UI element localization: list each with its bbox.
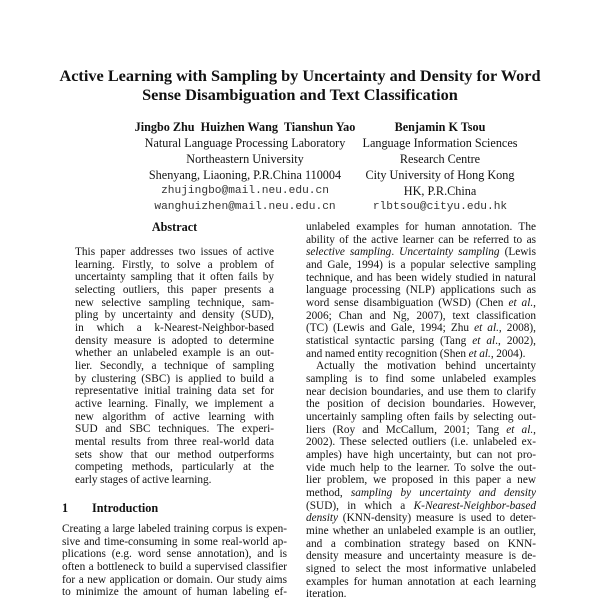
text-line (306, 246, 536, 259)
text-line (306, 474, 536, 487)
text-segment: density measure and uncertainty measure is de- (306, 550, 536, 563)
text-segment: examples for human annotation at each learning (306, 575, 536, 588)
text-segment: technique, and has been widely studied in natural (306, 271, 536, 284)
section-title: Introduction (92, 501, 159, 515)
text-line (306, 386, 536, 399)
text-line (306, 335, 536, 348)
text-line (306, 576, 536, 589)
text-segment: lier. Secondly, a technique of sampling (75, 360, 274, 373)
author-block-2 (340, 119, 540, 215)
text-segment: Actually the motivation behind uncertainty (316, 360, 536, 373)
text-segment: whether an unlabeled example is an out- (75, 347, 274, 360)
text-line (306, 487, 536, 500)
abstract-heading: Abstract (151, 220, 198, 234)
text-line (306, 411, 536, 424)
text-segment: lier problem, we proposed in this paper a new (306, 474, 536, 487)
text-segment: sampling is to find some unlabeled examples (306, 373, 536, 386)
title-line: Sense Disambiguation and Text Classification (142, 85, 458, 104)
text-segment: , (533, 423, 536, 436)
text-segment: sive and time-consuming in some real-world ap- (62, 535, 287, 548)
abstract-body (75, 246, 274, 487)
text-segment: mental results from three real-world data (75, 436, 274, 449)
text-segment: near decision boundaries, and use them to clarify (306, 385, 536, 398)
text-line (75, 297, 274, 310)
affiliation-line: Shenyang, Liaoning, P.R.China 110004 (148, 168, 342, 182)
text-segment: early stages of active learning. (75, 474, 212, 487)
author-email: wanghuizhen@mail.neu.edu.cn (154, 201, 336, 213)
text-line (306, 221, 536, 234)
author-email: rlbtsou@cityu.edu.hk (372, 201, 508, 213)
text-line (62, 548, 287, 561)
text-segment: uncertainty sampling that it often fails by (75, 271, 274, 284)
text-segment: , 2004). (490, 347, 526, 360)
text-segment: (Lewis (499, 246, 536, 259)
text-segment: signed to select the most informative unlabeled (306, 563, 536, 576)
title-line: Active Learning with Sampling by Uncertainty and Density for Word (59, 66, 541, 85)
text-segment: (KNN-density) measure is used to deter- (338, 512, 536, 525)
text-segment: to minimize the amount of human labeling ef- (62, 586, 287, 599)
text-line (306, 398, 536, 411)
text-line (306, 272, 536, 285)
text-line (306, 297, 536, 310)
text-segment: statistical syntactic parsing (Tang (306, 335, 473, 348)
introduction-body (62, 523, 287, 599)
text-segment: mine whether an unlabeled example is an outlier, (306, 525, 536, 538)
italic-text: Uncertainty sampling (399, 246, 500, 259)
text-line (75, 449, 274, 462)
text-line (306, 500, 536, 513)
text-line (75, 360, 274, 373)
text-segment: in which a k-Nearest-Neighbor-based (75, 322, 274, 335)
text-segment: 2006; Chan and Ng, 2007), text classification (306, 309, 536, 322)
text-segment: often a bottleneck to build a supervised classifier (62, 561, 287, 574)
text-segment: ability of the active learner can be referred to as (306, 233, 536, 246)
text-line (62, 536, 287, 549)
text-segment: (TC) (Lewis and Gale, 1994; Zhu (306, 322, 475, 335)
affiliation-line: City University of Hong Kong (365, 168, 515, 182)
text-line (306, 322, 536, 335)
text-line (306, 259, 536, 272)
text-line (75, 436, 274, 449)
text-segment: 2002). These selected outliers (i.e. unlabeled ex- (306, 436, 536, 449)
text-line (306, 310, 536, 323)
text-line (306, 550, 536, 563)
text-line (75, 309, 274, 322)
text-line (75, 373, 274, 386)
text-line (306, 284, 536, 297)
text-line (306, 436, 536, 449)
text-segment: , 2008), (498, 322, 536, 335)
affiliation-line: HK, P.R.China (403, 184, 477, 198)
italic-text: K-Nearest-Neighbor-based (413, 499, 536, 512)
text-segment: for a new application or domain. Our study aims (62, 573, 287, 586)
text-line (75, 246, 274, 259)
text-line (75, 474, 274, 487)
text-line (75, 271, 274, 284)
text-line (62, 523, 287, 536)
section-heading (62, 501, 158, 516)
text-line (75, 385, 274, 398)
text-segment: , (533, 297, 536, 310)
italic-text: et al. (506, 423, 534, 436)
right-column-body (306, 221, 536, 601)
text-line (75, 411, 274, 424)
italic-text: et al. (468, 347, 491, 360)
text-segment: iteration. (306, 588, 347, 601)
text-segment: language processing (NLP) applications such as (306, 284, 536, 297)
italic-text: et al (472, 335, 496, 348)
text-segment: uncertainly sampling often fails by selecting out- (306, 411, 536, 424)
text-segment: the position of decision boundaries. However, (306, 398, 536, 411)
text-line (306, 538, 536, 551)
text-line (75, 423, 274, 436)
text-line (306, 462, 536, 475)
text-line (75, 335, 274, 348)
text-segment: new selective sampling technique, sam- (75, 296, 274, 309)
text-segment: method, (306, 487, 351, 500)
author-names: Jingbo Zhu Huizhen Wang Tianshun Yao (134, 120, 356, 134)
author-email: zhujingbo@mail.neu.edu.cn (161, 185, 329, 197)
text-segment: . (391, 246, 400, 259)
italic-text: et al. (474, 322, 499, 335)
text-line (75, 322, 274, 335)
text-line (75, 398, 274, 411)
affiliation-line: Natural Language Processing Laboratory (144, 136, 346, 150)
text-segment: and a combination strategy based on KNN- (306, 537, 536, 550)
text-segment: word sense disambiguation (WSD) (Chen (306, 297, 509, 310)
text-line (306, 360, 536, 373)
italic-text: selective sampling (306, 246, 392, 259)
text-segment: This paper addresses two issues of active (75, 246, 274, 258)
text-segment: and named entity recognition (Shen (306, 347, 469, 360)
text-line (306, 449, 536, 462)
text-segment: selecting outliers, this paper presents a (75, 284, 274, 297)
text-segment: sets show that our method outperforms (75, 448, 274, 461)
author-names: Benjamin K Tsou (394, 120, 486, 134)
text-line (62, 574, 287, 587)
affiliation-line: Language Information Sciences (362, 136, 518, 150)
text-segment: active learning. Finally, we implement a (75, 398, 274, 411)
italic-text: et al. (508, 297, 534, 310)
text-segment: density measure is adopted to determine (75, 334, 274, 347)
text-line (75, 347, 274, 360)
text-segment: learning. Firstly, to solve a problem of (75, 258, 274, 271)
text-line (306, 234, 536, 247)
italic-text: sampling by uncertainty and density (350, 487, 537, 500)
text-line (62, 586, 287, 599)
affiliation-line: Northeastern University (186, 152, 304, 166)
paper-title (40, 66, 560, 104)
section-number: 1 (62, 501, 69, 515)
text-line (306, 348, 536, 361)
text-line (306, 373, 536, 386)
text-segment: vide much help to the learner. To solve the out- (306, 461, 536, 474)
text-line (75, 461, 274, 474)
text-segment: and Gale, 1994) is a popular selective sampling (306, 259, 536, 272)
text-segment: liers (Roy and McCallum, 2001; Tang (306, 423, 507, 436)
text-segment: unlabeled examples for human annotation. The (306, 221, 536, 233)
text-line (306, 424, 536, 437)
text-segment: competing methods, particularly at the (75, 461, 274, 474)
text-segment: Creating a large labeled training corpus is expen- (62, 523, 287, 535)
text-line (306, 512, 536, 525)
text-segment: amples) have high uncertainty, but can not pro- (306, 449, 536, 462)
italic-text: density (306, 512, 338, 525)
text-line (306, 563, 536, 576)
text-segment: (SUD), in which a (306, 499, 414, 512)
text-segment: ., 2002), (495, 335, 536, 348)
text-line (75, 284, 274, 297)
text-line (306, 525, 536, 538)
text-segment: representative initial training data set for (75, 385, 274, 398)
text-segment: pling by uncertainty and density (SUD), (75, 309, 274, 322)
text-line (75, 259, 274, 272)
text-line (62, 561, 287, 574)
text-segment: by clustering (SBC) is applied to build a (75, 372, 274, 385)
affiliation-line: Research Centre (399, 152, 481, 166)
text-line (306, 588, 536, 601)
text-segment: new algorithm of active learning with (75, 410, 274, 423)
text-segment: SUD and SBC techniques. The experi- (75, 423, 274, 436)
text-segment: plications (e.g. word sense annotation), and is (62, 548, 287, 561)
